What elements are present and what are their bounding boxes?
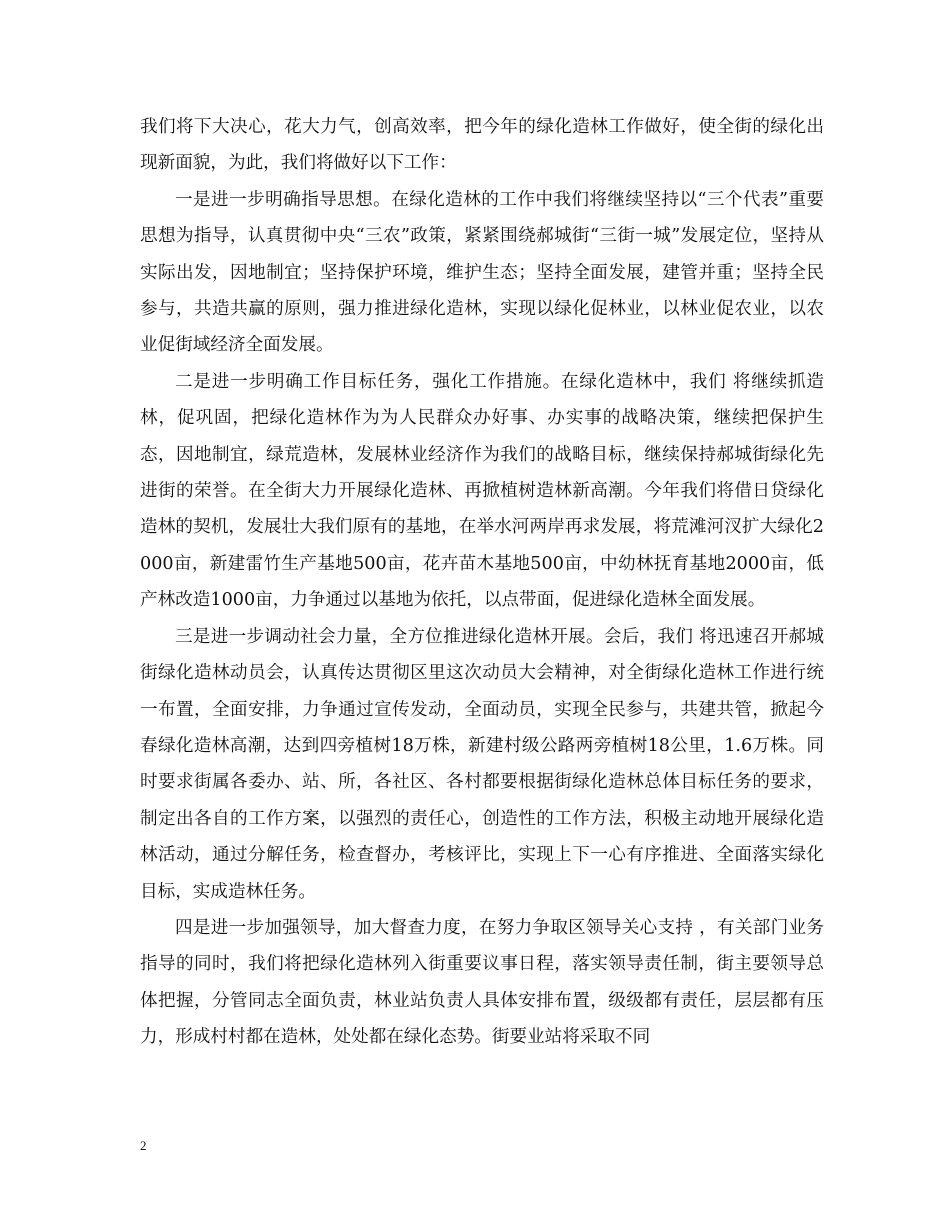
paragraph-point-4: 四是进一步加强领导，加大督查力度，在努力争取区领导关心支持 ，有关部门业务指导的同时，我们将把绿化造林列入街重要议事日程，落实领导责任制，街主要领导总体把握，分管同志全面负责，林业站负责人具体安排布置，级级都有责任，层层都有压力，形成村村都在造林，处处都在绿化态势。街要业站将采取不同	[140, 917, 824, 1048]
paragraph-point-3: 三是进一步调动社会力量，全方位推进绿化造林开展。会后，我们 将迅速召开郝城街绿化造林动员会，认真传达贯彻区里这次动员大会精神，对全街绿化造林工作进行统一布置，全面安排，力争通过宣传发动，全面动员，实现全民参与，共建共管，掀起今春绿化造林高潮，达到四旁植树18万株，新建村级公路两旁植树18公里，1.6万株。同时要求街属各委办、站、所，各社区、各村都要根据街绿化造林总体目标任务的要求，制定出各自的工作方案，以强烈的责任心，创造性的工作方法，积极主动地开展绿化造林活动，通过分解任务，检查督办，考核评比，实现上下一心有序推进、全面落实绿化目标，实成造林任务。	[140, 626, 824, 902]
body-text	[140, 109, 824, 1056]
paragraph-intro: 我们将下大决心，花大力气，创高效率，把今年的绿化造林工作做好，使全街的绿化出现新面貌，为此，我们将做好以下工作：	[140, 117, 824, 174]
paragraph-point-2: 二是进一步明确工作目标任务，强化工作措施。在绿化造林中，我们 将继续抓造林，促巩固，把绿化造林作为为人民群众办好事、办实事的战略决策，继续把保护生态，因地制宜，绿荒造林，发展林业经济作为我们的战略目标，继续保持郝城街绿化先进街的荣誉。在全街大力开展绿化造林、再掀植树造林新高潮。今年我们将借日贷绿化造林的契机，发展壮大我们原有的基地，在举水河两岸再求发展，将荒滩河汊扩大绿化2000亩，新建雷竹生产基地500亩，花卉苗木基地500亩，中幼林抚育基地2000亩，低产林改造1000亩，力争通过以基地为依托，以点带面，促进绿化造林全面发展。	[140, 371, 824, 611]
paragraph-point-1: 一是进一步明确指导思想。在绿化造林的工作中我们将继续坚持以“三个代表”重要思想为指导，认真贯彻中央“三农”政策，紧紧围绕郝城街“三街一城”发展定位，坚持从实际出发，因地制宜；坚持保护环境，维护生态；坚持全面发展，建管并重；坚持全民参与，共造共赢的原则，强力推进绿化造林，实现以绿化促林业，以林业促农业，以农业促街域经济全面发展。	[140, 189, 824, 356]
page-number: 2	[140, 1138, 147, 1153]
